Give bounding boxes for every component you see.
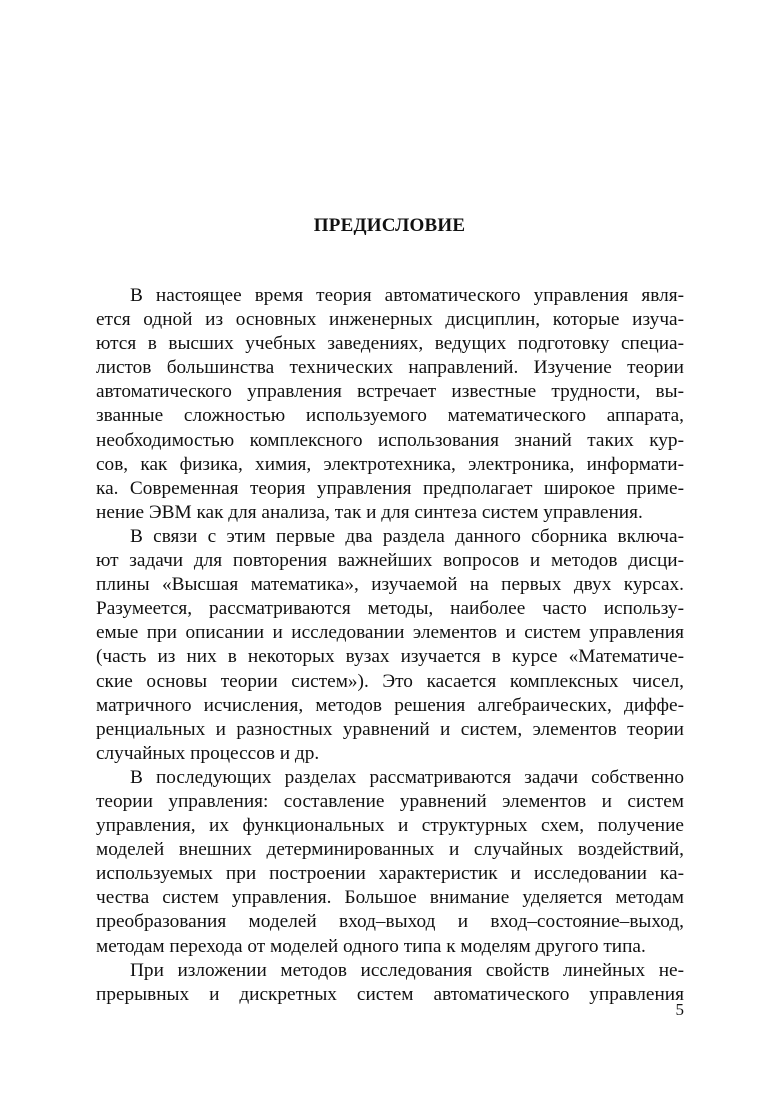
text-line: сов, как физика, химия, электротехника, электроника, информати- bbox=[96, 453, 684, 475]
text-line: моделей внешних детерминированных и случайных воздействий, bbox=[96, 839, 684, 861]
text-line: теории управления: составление уравнений элементов и систем bbox=[96, 790, 684, 812]
text-line: В последующих разделах рассматриваются задачи собственно bbox=[130, 766, 684, 788]
text-line: плины «Высшая математика», изучаемой на первых двух курсах. bbox=[96, 574, 684, 596]
text-line: Разумеется, рассматриваются методы, наиболее часто использу- bbox=[96, 598, 684, 620]
text-line: ются в высших учебных заведениях, ведущих подготовку специа- bbox=[96, 333, 684, 355]
text-line: управления, их функциональных и структурных схем, получение bbox=[96, 815, 684, 837]
text-line: ренциальных и разностных уравнений и систем, элементов теории bbox=[96, 718, 684, 740]
text-line: методам перехода от моделей одного типа к моделям другого типа. bbox=[96, 935, 646, 957]
text-line: емые при описании и исследовании элементов и систем управления bbox=[96, 622, 684, 644]
text-line: матричного исчисления, методов решения алгебраических, диффе- bbox=[96, 694, 684, 716]
text-line: случайных процессов и др. bbox=[96, 742, 320, 764]
text-line: нение ЭВМ как для анализа, так и для синтеза систем управления. bbox=[96, 501, 643, 523]
text-line: ется одной из основных инженерных дисциплин, которые изуча- bbox=[96, 309, 684, 331]
text-line: ка. Современная теория управления предполагает широкое приме- bbox=[96, 477, 684, 499]
text-line: используемых при построении характеристик и исследовании ка- bbox=[96, 863, 684, 885]
text-line: В связи с этим первые два раздела данного сборника включа- bbox=[130, 525, 684, 547]
page-title: ПРЕДИСЛОВИЕ bbox=[313, 215, 466, 236]
text-line: листов большинства технических направлений. Изучение теории bbox=[96, 357, 684, 379]
text-line: прерывных и дискретных систем автоматического управления bbox=[96, 983, 684, 1005]
text-line: В настоящее время теория автоматического управления явля- bbox=[130, 285, 684, 306]
text-line: При изложении методов исследования свойств линейных не- bbox=[130, 959, 684, 981]
text-line: званные сложностью используемого математического аппарата, bbox=[96, 405, 684, 427]
preface-body bbox=[96, 284, 684, 1007]
text-line: (часть из них в некоторых вузах изучается в курсе «Математиче- bbox=[96, 646, 684, 668]
text-line: преобразования моделей вход–выход и вход–состояние–выход, bbox=[96, 911, 684, 933]
text-line: ют задачи для повторения важнейших вопросов и методов дисци- bbox=[96, 550, 684, 572]
text-line: чества систем управления. Большое внимание уделяется методам bbox=[96, 887, 684, 909]
page-number: 5 bbox=[675, 1000, 684, 1019]
text-line: ские основы теории систем»). Это касается комплексных чисел, bbox=[96, 670, 684, 692]
text-line: необходимостью комплексного использования знаний таких кур- bbox=[96, 429, 684, 451]
text-line: автоматического управления встречает известные трудности, вы- bbox=[96, 381, 684, 403]
